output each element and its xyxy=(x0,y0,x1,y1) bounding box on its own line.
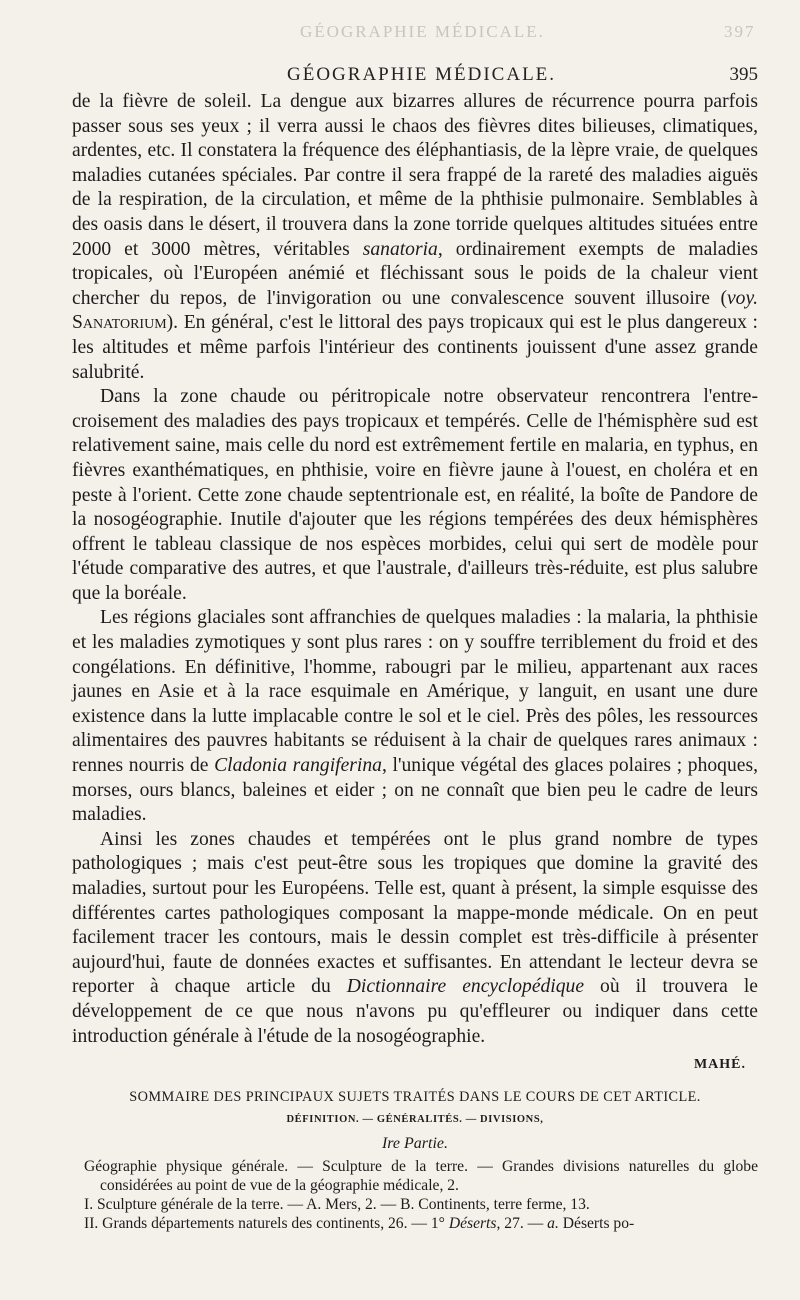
italic-term: a. xyxy=(547,1215,559,1233)
header-title: GÉOGRAPHIE MÉDICALE. xyxy=(287,64,557,85)
italic-term: voy. xyxy=(726,287,758,309)
table-of-contents xyxy=(72,1157,758,1233)
paragraph-1 xyxy=(72,90,758,385)
text-run: où il trouvera le développement de ce que nous n'avons pu qu'effleurer ou indiquer dans cette introduction générale à l'étude de la nosogéographie. xyxy=(72,976,758,1047)
text-run: II. Grands départements naturels des continents, 26. — 1° xyxy=(84,1215,449,1233)
text-run: , 27. — xyxy=(496,1215,548,1233)
text-run: , ordinairement exempts de maladies tropicales, où l'Européen anémié et fléchissant sous le poids de la chaleur vient chercher du repos, de l'invigoration ou une convalescence souvent illusoire ( xyxy=(72,238,758,309)
italic-term: Cladonia rangiferina xyxy=(214,755,382,777)
text-run: ). En général, c'est le littoral des pays tropicaux qui est le plus dangereux : les altitudes et même parfois l'intérieur des continents jouissent d'une assez grande salubrité. xyxy=(72,312,758,383)
bleed-through-page-number: 397 xyxy=(724,22,756,41)
bleed-through-header xyxy=(300,22,756,42)
summary-subtitle: DÉFINITION. — GÉNÉRALITÉS. — DIVISIONS, xyxy=(286,1114,544,1126)
paragraph-4 xyxy=(72,828,758,1049)
summary-title: SOMMAIRE DES PRINCIPAUX SUJETS TRAITÉS DANS LE COURS DE CET ARTICLE. xyxy=(129,1089,701,1106)
text-run: de la fièvre de soleil. La dengue aux bizarres allures de récurrence pourra parfois passer sous ses yeux ; il verra aussi le chaos des fièvres dites bilieuses, climatiques, ardentes, etc. Il constatera la fréquence des éléphantiasis, de la lèpre vraie, de quelques maladies cutanées spéciales. Par contre il sera frappé de la rareté des maladies aiguës de la respiration, de la circulation, et même de la phthisie pulmonaire. Semblables à des oasis dans le désert, il trouvera dans la zone torride quelques altitudes situées entre 2000 et 3000 mètres, véritables xyxy=(72,91,758,260)
paragraph-3 xyxy=(72,606,758,827)
italic-term: sanatoria xyxy=(362,238,438,260)
bleed-through-title: GÉOGRAPHIE MÉDICALE. xyxy=(300,22,545,41)
italic-term: Déserts xyxy=(448,1215,497,1233)
author-signature: MAHÉ. xyxy=(693,1057,746,1073)
article-body xyxy=(72,90,758,1049)
toc-entry: Géographie physique générale. — Sculpture de la terre. — Grandes divisions naturelles du globe considérées au point de vue de la géographie médicale, 2. xyxy=(84,1158,758,1195)
italic-term: Dictionnaire encyclopédique xyxy=(346,976,585,998)
toc-entry xyxy=(72,1214,758,1233)
text-run: Déserts po- xyxy=(558,1215,635,1233)
text-run: , l'unique végétal des glaces polaires ; phoques, morses, ours blancs, baleines et eider ; on ne connaît que bien peu le cadre de leurs maladies. xyxy=(72,755,759,826)
cross-reference: Sanatorium xyxy=(72,312,167,334)
page-number: 395 xyxy=(729,64,758,85)
text-run: Les régions glaciales sont affranchies de quelques maladies : la malaria, la phthisie et les maladies zymotiques y sont plus rares : on y souffre terriblement du froid et des congélations. En définitive, l'homme, rabougri par le milieu, appartenant aux races jaunes en Asie et à la race esquimale en Amérique, y languit, en usant une dure existence dans la lutte implacable contre le sol et le ciel. Près des pôles, les ressources alimentaires des pauvres habitants se réduisent à la chair de quelques rares animaux : rennes nourris de xyxy=(72,607,758,777)
part-title: Ire Partie. xyxy=(381,1135,449,1153)
running-header xyxy=(72,54,758,90)
paragraph-2: Dans la zone chaude ou péritropicale notre observateur rencontrera l'entre-croisement des maladies des pays tropicaux et tempérés. Celle de l'hémisphère sud est relativement saine, mais celle du nord est extrêmement fertile en malaria, en typhus, en fièvres exanthématiques, en phthisie, voire en fièvre jaune à l'ouest, en choléra et en peste à l'orient. Cette zone chaude septentrionale est, en réalité, la boîte de Pandore de la nosogéographie. Inutile d'ajouter que les régions tempérées des deux hémisphères offrent le tableau classique de nos espèces morbides, celui qui sert de modèle pour l'étude comparative des autres, et que l'australe, d'ailleurs très-réduite, est plus salubre que la boréale. xyxy=(72,386,758,604)
text-run: Ainsi les zones chaudes et tempérées ont le plus grand nombre de types pathologiques ; mais c'est peut-être sous les tropiques que domine la gravité des maladies, surtout pour les Européens. Telle est, quant à présent, la simple esquisse des différentes cartes pathologiques composant la mappe-monde médicale. On en peut facilement tracer les contours, mais le dessin complet est très-difficile à présenter aujourd'hui, faute de données exactes et suffisantes. En attendant le lecteur devra se reporter à chaque article du xyxy=(72,828,758,998)
toc-entry: I. Sculpture générale de la terre. — A. Mers, 2. — B. Continents, terre ferme, 13. xyxy=(84,1196,590,1214)
